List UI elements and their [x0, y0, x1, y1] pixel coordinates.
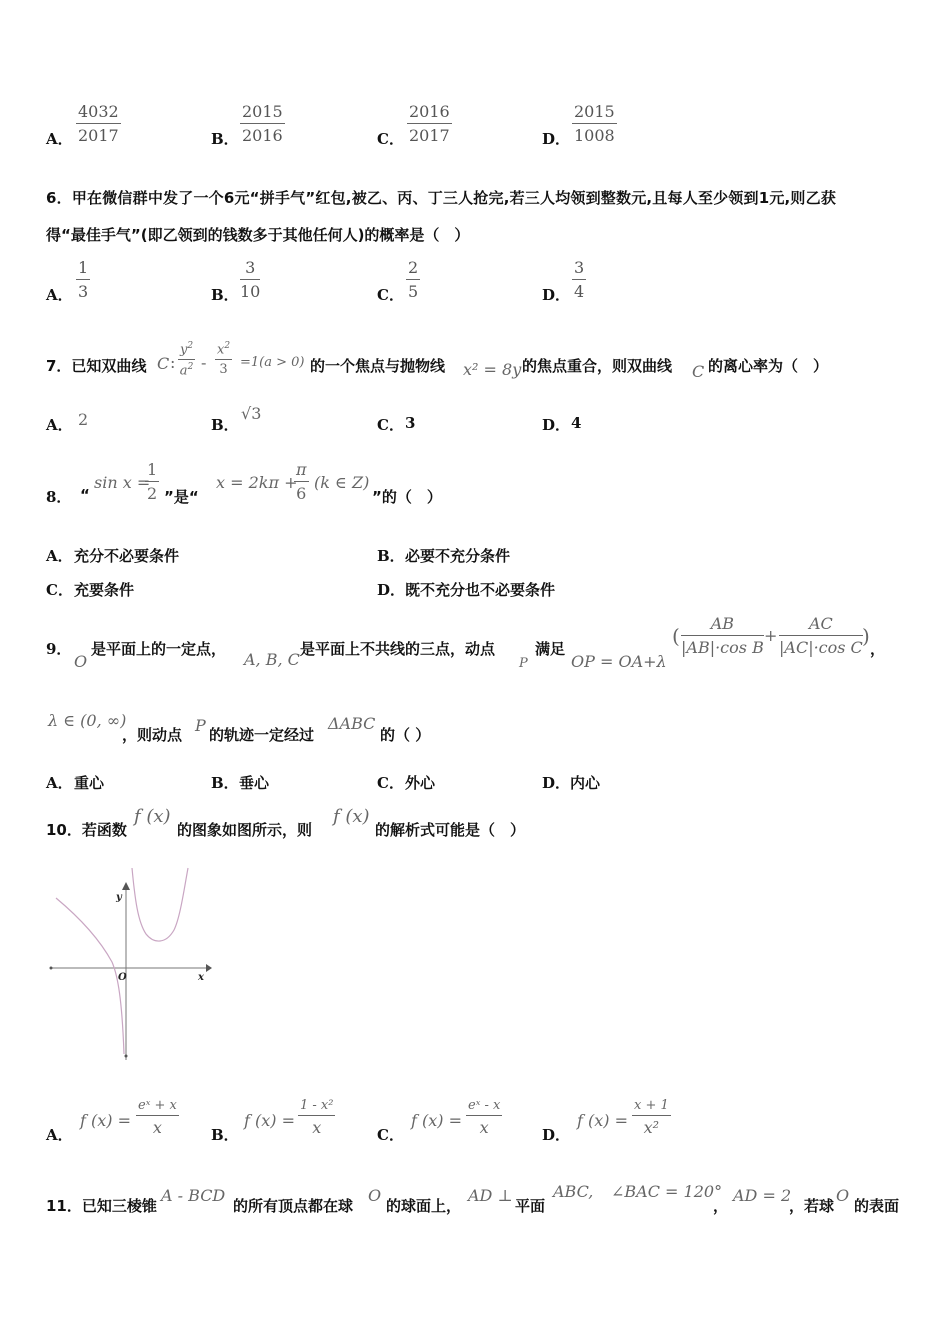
q6-option-d-fraction [572, 258, 586, 301]
q8-quote-open: “ [80, 486, 90, 504]
q11-text-6: ，若球 [789, 1197, 835, 1215]
q7-option-d-value: 4 [571, 414, 582, 432]
numerator: x + 1 [632, 1098, 671, 1116]
q5-option-d-fraction [572, 102, 617, 145]
q7-option-d-label: D． [542, 416, 571, 434]
numerator: 2015 [240, 102, 285, 124]
q5-option-b-label: B． [211, 130, 239, 148]
q7-curve-name-2: C [692, 362, 705, 381]
denominator: 10 [240, 282, 261, 301]
q9-option-d-text: 内心 [570, 774, 601, 792]
q8-option-c-label: C． [46, 581, 73, 599]
q8-pi-over-6 [294, 460, 309, 503]
denominator: 2017 [78, 126, 119, 145]
numerator: eˣ + x [136, 1098, 179, 1116]
q10-option-c-lhs: f (x) = [411, 1111, 463, 1130]
q7-option-c-value: 3 [405, 414, 416, 432]
q9-number: 9． [46, 640, 72, 658]
q10-option-a-lhs: f (x) = [80, 1111, 132, 1130]
q9-text-4: ，则动点 [122, 726, 183, 744]
q5-option-c-fraction [407, 102, 452, 145]
q7-curve-name: C [157, 354, 170, 373]
q9-text-1: 是平面上的一定点， [91, 640, 227, 658]
q9-paren-close: ) [862, 624, 870, 648]
q9-comma: ， [870, 640, 886, 658]
curve-left-branch [56, 898, 124, 1054]
q8-option-d-label: D． [377, 581, 406, 599]
denominator: |AC|·cos C [779, 638, 863, 657]
q11-text-5: ， [713, 1197, 729, 1215]
q7-option-a-value: 2 [78, 410, 89, 429]
denominator: 3 [78, 282, 89, 301]
numerator: 3 [572, 258, 586, 280]
q9-vector-equation: OP = OA+λ [571, 652, 667, 671]
q6-option-c-fraction [406, 258, 420, 301]
q6-option-b-fraction [240, 258, 260, 301]
q5-option-d-label: D． [542, 130, 571, 148]
q10-option-a-fraction [136, 1098, 179, 1137]
numerator: π [294, 460, 309, 482]
numerator: 3 [240, 258, 260, 280]
q9-point-o: O [74, 652, 88, 671]
q7-mid2: 的焦点重合，则双曲线 [522, 357, 673, 375]
numerator: 2015 [572, 102, 617, 124]
q10-text-2: 的解析式可能是（ ） [375, 821, 526, 839]
y-axis-end-dot [125, 1055, 128, 1058]
q8-option-a-label: A． [46, 547, 73, 565]
q6-option-d-label: D． [542, 286, 571, 304]
q7-minus: - [201, 353, 207, 372]
denominator: |AB|·cos B [681, 638, 764, 657]
q5-option-a-fraction [76, 102, 121, 145]
q10-option-d-label: D． [542, 1126, 571, 1144]
q8-quote-mid: ”是“ [164, 488, 199, 506]
q8-number: 8． [46, 488, 72, 506]
numerator: 1 [145, 460, 159, 482]
y-axis-arrow [122, 882, 130, 890]
denominator: 3 [219, 362, 228, 378]
origin-label: O [118, 972, 127, 983]
q9-text-3: 满足 [535, 640, 566, 658]
numerator: 2 [406, 258, 420, 280]
q10-option-d-lhs: f (x) = [577, 1111, 629, 1130]
q9-fraction-ab [681, 614, 764, 657]
numerator: AC [779, 614, 863, 636]
q6-option-c-label: C． [377, 286, 404, 304]
q11-text-4: 平面 [515, 1197, 546, 1215]
q9-option-b-text: 垂心 [239, 774, 270, 792]
numerator: AB [681, 614, 764, 636]
denominator: $a^2$ [179, 362, 194, 379]
q11-text-2: 的所有顶点都在球 [233, 1197, 354, 1215]
q8-quote-close: ”的（ ） [372, 488, 442, 506]
q7-option-c-label: C． [377, 416, 404, 434]
q8-half [145, 460, 159, 503]
numerator: 4032 [76, 102, 121, 124]
numerator: 2016 [407, 102, 452, 124]
y-axis-label: y [116, 892, 122, 903]
q7-mid: 的一个焦点与抛物线 [310, 357, 446, 375]
q10-function-graph [40, 860, 220, 1065]
q9-points-abc: A, B, C [244, 650, 300, 669]
q7-y-over-a [178, 341, 195, 379]
q8-option-b-label: B． [377, 547, 405, 565]
q11-tetrahedron: A - BCD [161, 1186, 226, 1205]
denominator: x [152, 1118, 162, 1137]
numerator: eˣ - x [466, 1098, 502, 1116]
x-axis-arrow [206, 964, 212, 972]
q10-text-1: 的图象如图所示，则 [177, 821, 313, 839]
q9-text-5: 的轨迹一定经过 [209, 726, 315, 744]
q9-option-b-label: B． [211, 774, 239, 792]
q7-parabola: x² = 8y [463, 360, 522, 379]
q11-ad-length: AD = 2 [733, 1186, 792, 1205]
q11-plane-abc: ABC, [553, 1182, 594, 1201]
q6-option-a-label: A． [46, 286, 73, 304]
q8-option-a-text: 充分不必要条件 [74, 547, 180, 565]
q11-text-7: 的表面 [854, 1197, 900, 1215]
q9-lambda-range: λ ∈ (0, ∞) [48, 711, 127, 730]
numerator: $x^2$ [215, 341, 232, 360]
q5-option-c-label: C． [377, 130, 404, 148]
q7-x-over-3 [215, 341, 232, 377]
q7-equation-tail: =1(a > 0) [240, 355, 305, 370]
q11-perpendicular: AD ⊥ [468, 1186, 513, 1205]
q10-fx-2: f (x) [333, 806, 370, 827]
q10-option-b-label: B． [211, 1126, 239, 1144]
q10-option-b-fraction [298, 1098, 335, 1137]
q10-option-d-fraction [632, 1098, 671, 1137]
q9-option-a-label: A． [46, 774, 73, 792]
q9-option-d-label: D． [542, 774, 571, 792]
q10-option-b-lhs: f (x) = [244, 1111, 296, 1130]
q8-option-c-text: 充要条件 [74, 581, 135, 599]
q9-triangle: ΔABC [328, 714, 376, 733]
q11-sphere-o: O [368, 1186, 382, 1205]
q9-option-c-label: C． [377, 774, 404, 792]
q10-option-c-label: C． [377, 1126, 404, 1144]
q6-text-line1: 6．甲在微信群中发了一个6元“拼手气”红包,被乙、丙、丁三人抢完,若三人均领到整数元,且每人至少领到1元,则乙获 [46, 189, 837, 207]
curve-right-branch [132, 868, 188, 941]
q9-text-2: 是平面上不共线的三点，动点 [300, 640, 496, 658]
q11-sphere-o-2: O [836, 1186, 850, 1205]
denominator: 2 [147, 484, 158, 503]
q10-option-c-fraction [466, 1098, 502, 1137]
x-axis-label: x [198, 972, 204, 983]
q6-option-a-fraction [76, 258, 90, 301]
q7-prefix: 7．已知双曲线 [46, 357, 147, 375]
q7-option-a-label: A． [46, 416, 73, 434]
q8-option-d-text: 既不充分也不必要条件 [405, 581, 556, 599]
q9-plus: + [764, 626, 778, 645]
q10-option-a-label: A． [46, 1126, 73, 1144]
q7-end: 的离心率为（ ） [708, 357, 829, 375]
q9-fraction-ac [779, 614, 863, 657]
q6-option-b-label: B． [211, 286, 239, 304]
denominator: x [312, 1118, 322, 1137]
denominator: x [479, 1118, 489, 1137]
denominator: 2017 [409, 126, 450, 145]
q7-option-b-label: B． [211, 416, 239, 434]
q9-text-6: 的（ ） [380, 726, 431, 744]
q8-x-expression: x = 2kπ + [216, 473, 298, 492]
q9-point-p: P [519, 656, 528, 671]
q7-colon: : [170, 353, 176, 372]
q11-prefix: 11．已知三棱锥 [46, 1197, 157, 1215]
numerator: 1 - x² [298, 1098, 335, 1116]
q5-option-a-label: A． [46, 130, 73, 148]
q5-option-b-fraction [240, 102, 285, 145]
q8-sin-expression: sin x = [94, 473, 151, 492]
numerator: 1 [76, 258, 90, 280]
q9-option-c-text: 外心 [405, 774, 436, 792]
q8-option-b-text: 必要不充分条件 [405, 547, 511, 565]
q7-option-b-value: √3 [241, 404, 262, 423]
denominator: 5 [408, 282, 419, 301]
q8-k-in-z: (k ∈ Z) [314, 473, 370, 492]
q9-paren-open: ( [672, 624, 680, 648]
denominator: 1008 [574, 126, 615, 145]
denominator: x² [643, 1118, 660, 1137]
q10-prefix: 10．若函数 [46, 821, 127, 839]
q11-text-3: 的球面上， [386, 1197, 462, 1215]
numerator: $y^2$ [178, 341, 195, 360]
x-axis-start-dot [50, 967, 53, 970]
q6-text-line2: 得“最佳手气”(即乙领到的钱数多于其他任何人)的概率是（ ） [46, 226, 470, 244]
denominator: 6 [296, 484, 307, 503]
denominator: 2016 [242, 126, 283, 145]
q10-fx: f (x) [134, 806, 171, 827]
denominator: 4 [574, 282, 585, 301]
q9-point-p-2: P [195, 716, 206, 735]
q9-option-a-text: 重心 [74, 774, 105, 792]
q11-angle: ∠BAC = 120° [611, 1182, 723, 1201]
